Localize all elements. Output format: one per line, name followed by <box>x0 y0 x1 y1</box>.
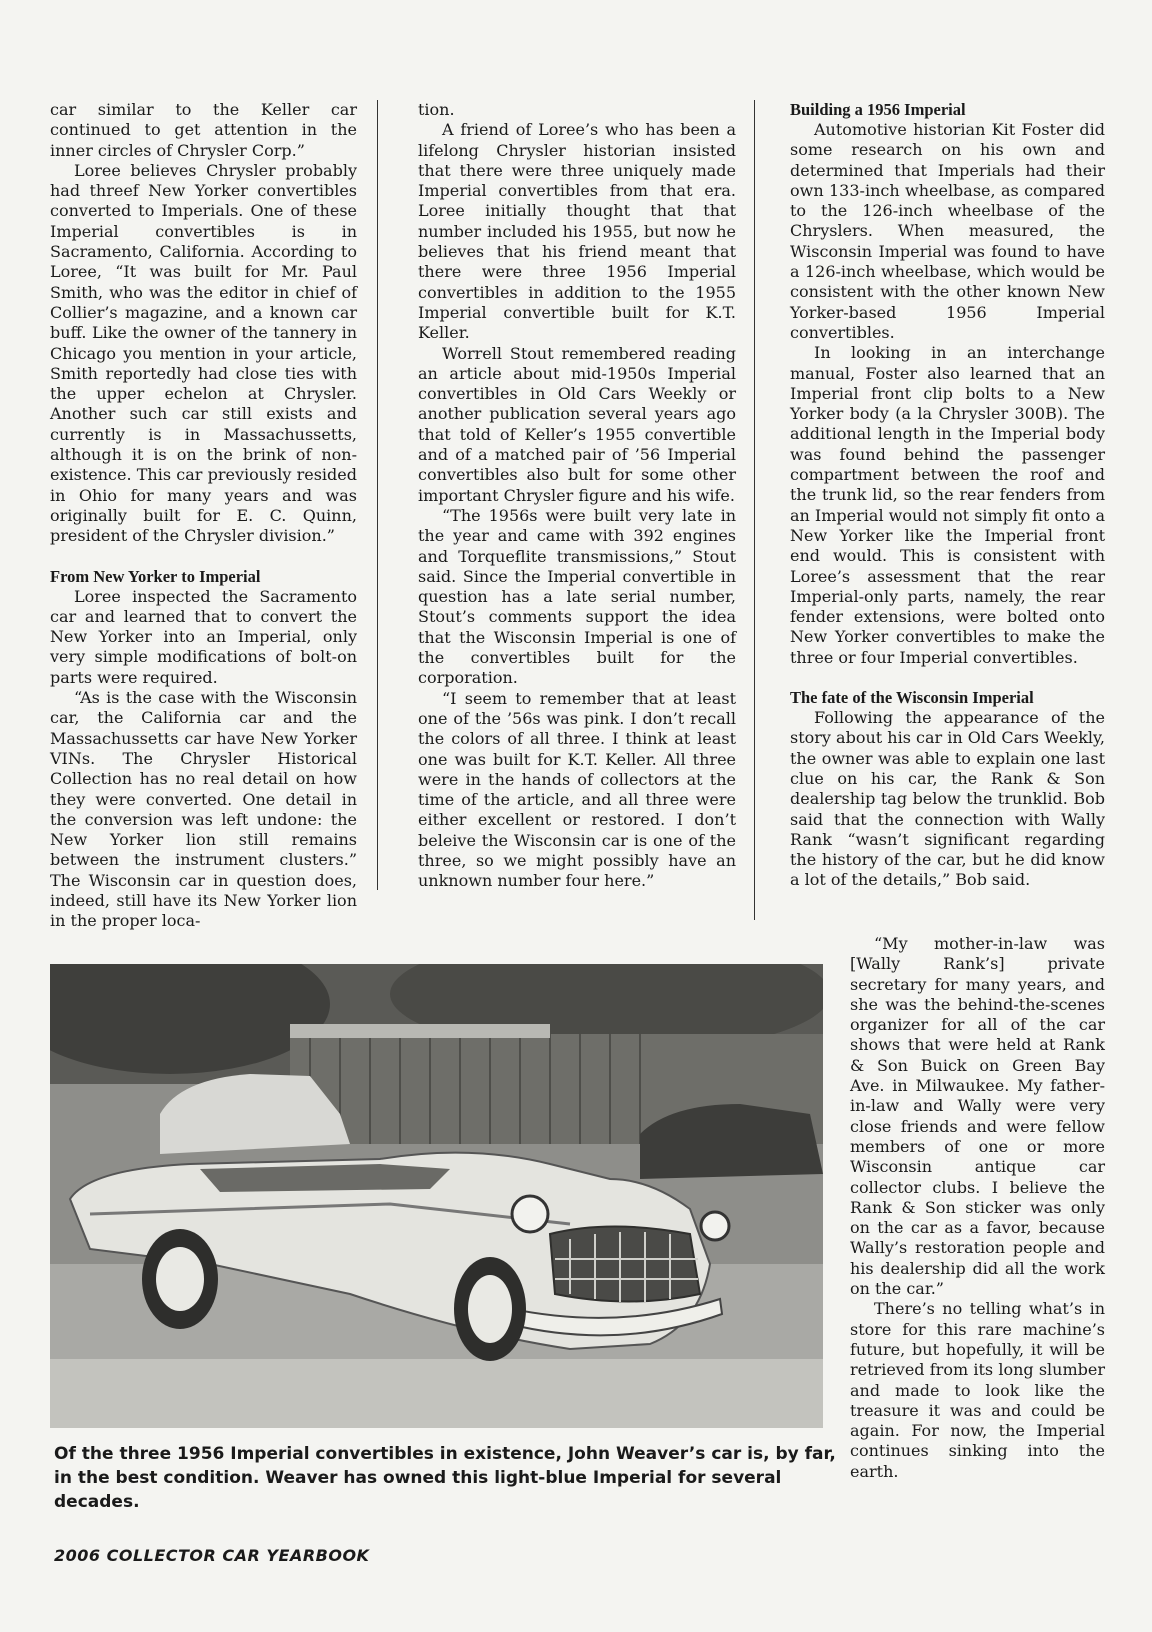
footer-title: 2006 COLLECTOR CAR YEARBOOK <box>54 1546 370 1565</box>
paragraph: tion. <box>418 100 455 119</box>
paragraph: “The 1956s were built very late in the year and came with 392 engines and Torqueflite transmissions,” Stout said. Since the Imperial convertible in question has a late serial number, Stout’s comments support the idea that the Wisconsin Imperial is one of the convertibles built for the corporation. <box>418 505 736 688</box>
column-divider <box>754 100 755 920</box>
paragraph: Following the appearance of the story about his car in Old Cars Weekly, the owner was able to explain one last clue on his car, the Rank & Son dealership tag below the trunklid. Bob said that the connection with Wally Rank “wasn’t significant regarding the history of the car, but he did know a lot of the details,” Bob said. <box>790 708 1105 890</box>
article-column-1 <box>50 100 357 932</box>
article-column-3 <box>790 100 1105 891</box>
paragraph: A friend of Loree’s who has been a lifelong Chrysler historian insisted that there were three uniquely made Imperial convertibles from that era. Loree initially thought that that number included his 1955, but now he believes that his friend meant that there were three 1956 Imperial convertibles in addition to the 1955 Imperial convertible built for K.T. Keller. <box>418 120 736 343</box>
paragraph: Worrell Stout remembered reading an article about mid-1950s Imperial convertibles in Old Cars Weekly or another publication several years ago that told of Keller’s 1955 convertible and of a matched pair of ’56 Imperial convertibles also bult for some other important Chrysler figure and his wife. <box>418 343 736 505</box>
paragraph: There’s no telling what’s in store for this rare machine’s future, but hopefully, it will be retrieved from its long slumber and made to look like the treasure it was and could be again. For now, the Imperial continues sinking into the earth. <box>850 1299 1105 1481</box>
article-column-4 <box>850 934 1105 1482</box>
paragraph: Loree believes Chrysler probably had threef New Yorker convertibles converted to Imperials. One of these Imperial convertibles is in Sacramento, California. According to Loree, “It was built for Mr. Paul Smith, who was the editor in chief of Collier’s magazine, and a known car buff. Like the owner of the tannery in Chicago you mention in your article, Smith reportedly had close ties with the upper echelon at Chrysler. Another such car still exists and currently is in Massachussetts, although it is on the brink of non-existence. This car previously resided in Ohio for many years and was originally built for E. C. Quinn, president of the Chrysler division.” <box>50 160 357 546</box>
paragraph: Automotive historian Kit Foster did some research on his own and determined that Imperials had their own 133-inch wheelbase, as compared to the 126-inch wheelbase of the Chryslers. When measured, the Wisconsin Imperial was found to have a 126-inch wheelbase, which would be consistent with the other known New Yorker-based 1956 Imperial convertibles. <box>790 120 1105 342</box>
section-heading: Building a 1956 Imperial <box>790 100 966 119</box>
article-column-2 <box>418 100 736 892</box>
section-heading: The fate of the Wisconsin Imperial <box>790 688 1034 708</box>
car-photo <box>50 964 823 1428</box>
paragraph: Loree inspected the Sacramento car and learned that to convert the New Yorker into an Imperial, only very simple modifications of bolt-on parts were required. <box>50 586 357 687</box>
paragraph: In looking in an interchange manual, Foster also learned that an Imperial front clip bolts to a New Yorker body (a la Chrysler 300B). The additional length in the Imperial body was found behind the passenger compartment between the roof and the trunk lid, so the rear fenders from an Imperial would not simply fit onto a New Yorker like the Imperial front end would. This is consistent with Loree’s assessment that the rear Imperial-only parts, namely, the rear fender extensions, were bolted onto New Yorker convertibles to make the three or four Imperial convertibles. <box>790 343 1105 667</box>
column-divider <box>377 100 378 890</box>
section-heading: From New Yorker to Imperial <box>50 566 261 586</box>
paragraph: “My mother-in-law was [Wally Rank’s] private secretary for many years, and she was the behind-the-scenes organizer for all of the car shows that were held at Rank & Son Buick on Green Bay Ave. in Milwaukee. My father-in-law and Wally were very close friends and were fellow members of one or more Wisconsin antique car collector clubs. I believe the Rank & Son sticker was only on the car as a favor, because Wally’s restoration people and his dealership did all the work on the car.” <box>850 934 1105 1299</box>
paragraph: car similar to the Keller car continued to get attention in the inner circles of Chrysler Corp.” <box>50 100 357 160</box>
paragraph: “I seem to remember that at least one of the ’56s was pink. I don’t recall the colors of all three. I think at least one was built for K.T. Keller. All three were in the hands of collectors at the time of the article, and all three were either excellent or restored. I don’t beleive the Wisconsin car is one of the three, so we might possibly have an unknown number four here.” <box>418 688 736 891</box>
photo-caption: Of the three 1956 Imperial convertibles in existence, John Weaver’s car is, by far, in the best condition. Weaver has owned this light-blue Imperial for several decades. <box>54 1444 836 1512</box>
paragraph: “As is the case with the Wisconsin car, the California car and the Massachussetts car have New Yorker VINs. The Chrysler Historical Collection has no real detail on how they were converted. One detail in the conversion was left undone: the New Yorker lion still remains between the instrument clusters.” The Wisconsin car in question does, indeed, still have its New Yorker lion in the proper loca- <box>50 688 357 931</box>
